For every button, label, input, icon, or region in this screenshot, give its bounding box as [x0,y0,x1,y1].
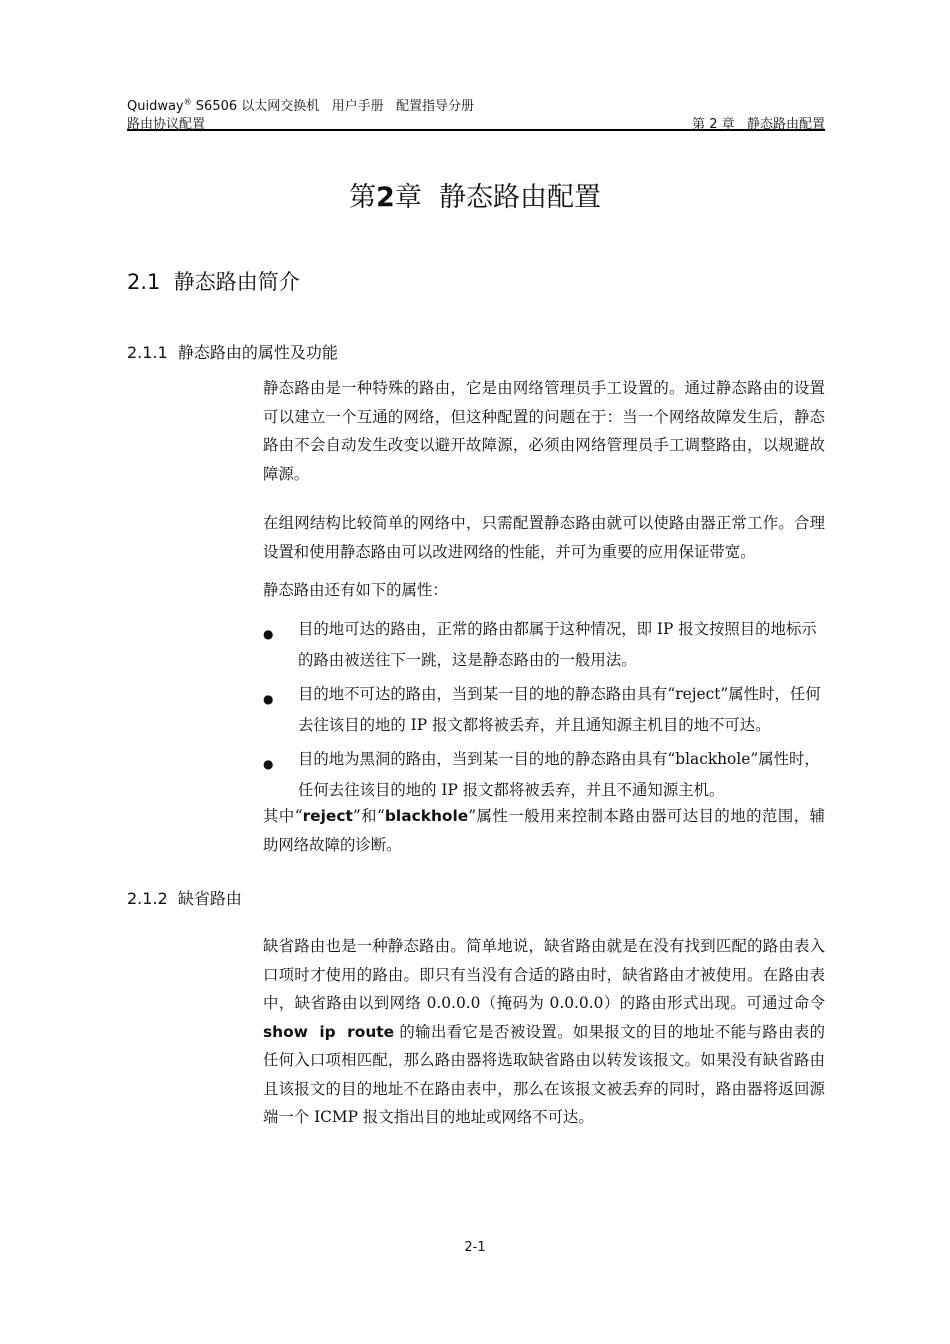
chapter-title [0,175,950,214]
section-2-1-heading: 2.1 静态路由简介 [127,270,300,294]
list-item-text: 目的地为黑洞的路由，当到某一目的地的静态路由具有“blackhole”属性时，任何去往该目的地的 IP 报文都将被丢弃，并且不通知源主机。 [298,750,820,799]
manual-title: S6506 以太网交换机 用户手册 配置指导分册 [191,99,475,114]
chapter-prefix: 第 [349,182,377,213]
text-segment: ”属性一般用来控制本路由器可达目的地的范围，辅助网络故障的诊断。 [263,807,825,854]
text-segment: 缺省路由也是一种静态路由。简单地说，缺省路由就是在没有找到匹配的路由表入口项时才使用的路由。即只有当没有合适的路由时，缺省路由才被使用。在路由表中，缺省路由以到网络 0.0.0.0（掩码为 0.0.0.0）的路由形式出现。可通过命令 [263,937,825,1012]
registered-mark: ® [183,97,192,107]
page-number: 2-1 [464,1240,486,1255]
header-section-left: 路由协议配置 [127,117,206,132]
chapter-number: 2 [376,182,395,213]
text-segment: ”和“ [352,807,385,825]
section-2-1-1-heading: 2.1.1 静态路由的属性及功能 [127,343,338,362]
brand-name: Quidway [127,99,184,114]
bullet-icon: ● [263,627,274,641]
paragraph-static-route-usage: 在组网结构比较简单的网络中，只需配置静态路由就可以使路由器正常工作。合理设置和使用静态路由可以改进网络的性能，并可为重要的应用保证带宽。 [263,514,825,561]
paragraph-reject-blackhole [263,802,825,859]
text-segment: 其中“ [263,807,303,825]
list-item [263,614,825,676]
paragraph-attributes-intro: 静态路由还有如下的属性： [263,581,448,599]
list-item-text: 目的地不可达的路由，当到某一目的地的静态路由具有“reject”属性时，任何去往该目的地的 IP 报文都将被丢弃，并且通知源主机目的地不可达。 [298,685,821,734]
paragraph-static-route-intro: 静态路由是一种特殊的路由，它是由网络管理员手工设置的。通过静态路由的设置可以建立一个互通的网络，但这种配置的问题在于：当一个网络故障发生后，静态路由不会自动发生改变以避开故障源，必须由网络管理员手工调整路由，以规避故障源。 [263,379,825,483]
header-manual-title [127,95,474,114]
bullet-icon: ● [263,692,274,706]
list-item-text: 目的地可达的路由，正常的路由都属于这种情况，即 IP 报文按照目的地标示的路由被送往下一跳，这是静态路由的一般用法。 [298,620,817,669]
chapter-name: 章 静态路由配置 [394,182,601,213]
section-2-1-2-heading: 2.1.2 缺省路由 [127,889,242,908]
keyword-reject: reject [302,807,353,825]
list-item [263,679,825,741]
paragraph-default-route [263,932,825,1132]
list-item [263,744,825,806]
attribute-list [263,614,825,809]
command-show-ip-route: show ip route [263,1022,395,1041]
keyword-blackhole: blackhole [384,807,469,825]
bullet-icon: ● [263,757,274,771]
header-section-right: 第 2 章 静态路由配置 [692,117,825,132]
text-segment: 的输出看它是否被设置。如果报文的目的地址不能与路由表的任何入口项相匹配，那么路由器将选取缺省路由以转发该报文。如果没有缺省路由且该报文的目的地址不在路由表中，那么在该报文被丢弃的同时，路由器将返回源端一个 ICMP 报文指出目的地址或网络不可达。 [263,1022,825,1126]
header-divider [127,129,825,131]
